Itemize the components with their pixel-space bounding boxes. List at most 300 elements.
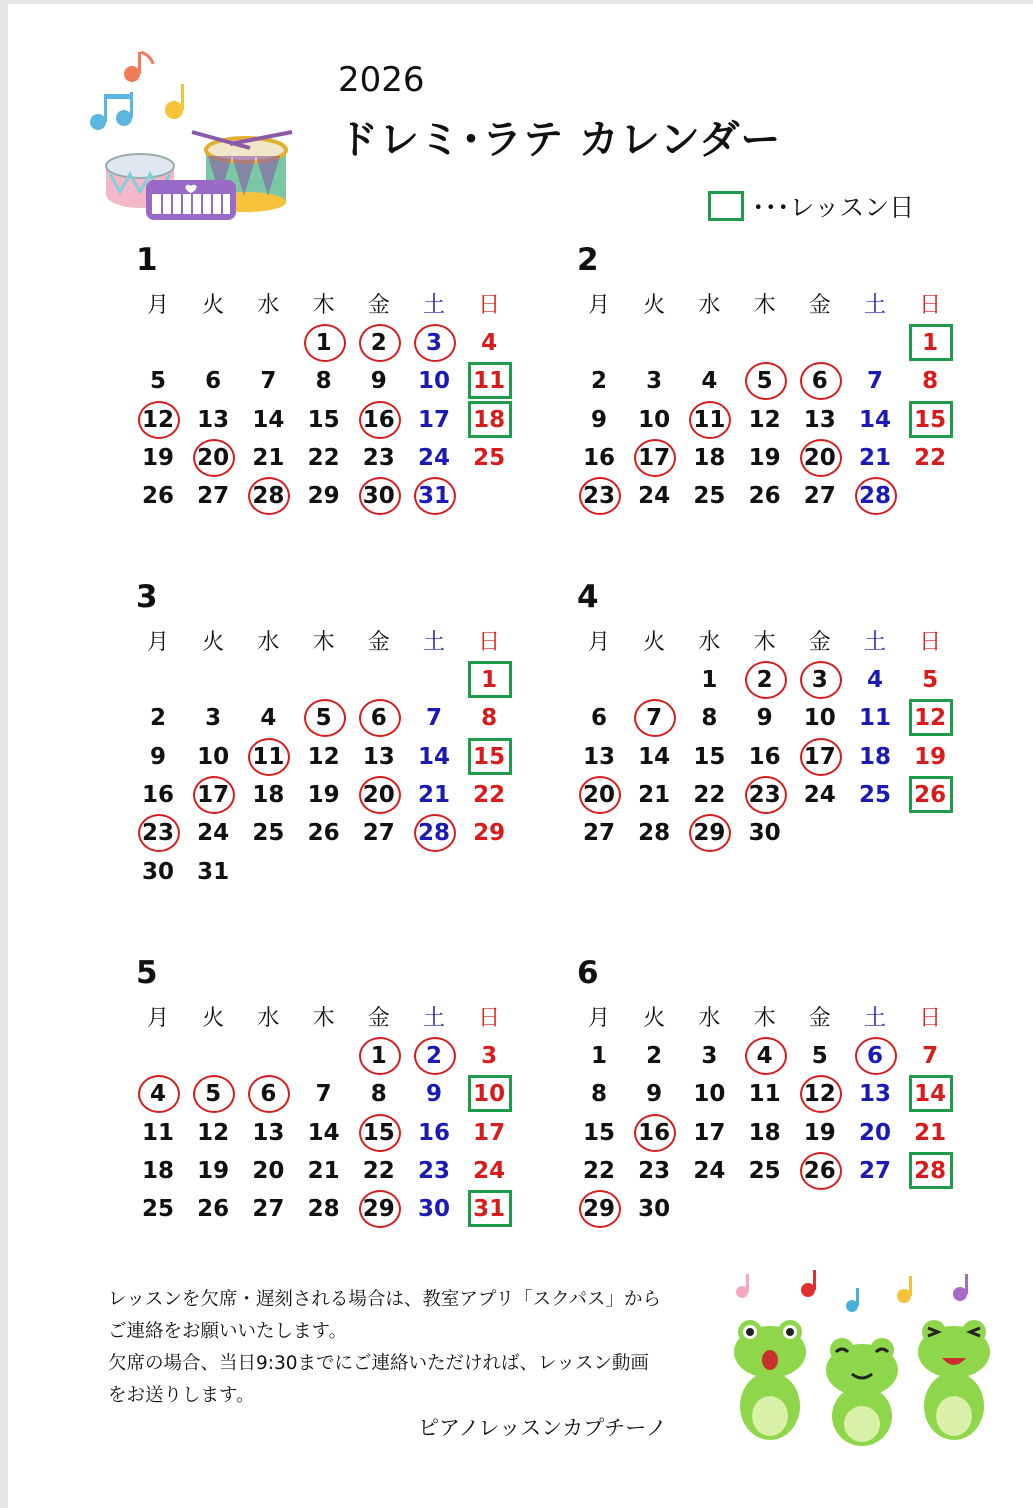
- day-number: 11: [252, 743, 285, 770]
- day-number: 8: [701, 705, 718, 732]
- weekday-header-row: [571, 288, 956, 318]
- weekday-label: 水: [698, 293, 721, 318]
- frog-icon: [918, 1320, 990, 1440]
- calendar-day: [902, 439, 958, 477]
- day-number: 21: [638, 781, 671, 808]
- day-number: 4: [866, 667, 883, 693]
- calendar-day: [185, 362, 241, 400]
- calendar-day: [681, 661, 737, 699]
- day-number: 21: [858, 444, 891, 471]
- day-number: 11: [141, 1119, 174, 1146]
- weekday-label: 土: [863, 630, 886, 655]
- calendar-day: [681, 477, 737, 515]
- day-number: 23: [748, 781, 781, 808]
- music-note-icon: [801, 1270, 816, 1297]
- weekday-label: 水: [257, 1006, 280, 1031]
- day-number: 27: [197, 483, 230, 510]
- calendar-day: [737, 1114, 793, 1152]
- calendar-day: [626, 477, 682, 515]
- day-number: 13: [582, 743, 615, 770]
- day-number: 7: [425, 705, 442, 732]
- weekday-label: 月: [146, 630, 169, 655]
- weekday-label: 火: [643, 293, 666, 318]
- weekday-label: 金: [367, 1006, 390, 1031]
- calendar-day: [406, 1152, 462, 1190]
- day-number: 12: [803, 1081, 836, 1108]
- day-number: 12: [914, 705, 947, 732]
- day-number: 20: [582, 781, 615, 808]
- day-number: 22: [693, 781, 726, 808]
- calendar-day: [626, 1075, 682, 1113]
- day-number: 3: [481, 1043, 498, 1069]
- day-number: 26: [914, 781, 947, 808]
- music-note-icon: [124, 52, 153, 82]
- circled-day: [737, 1037, 793, 1075]
- day-number: 4: [481, 330, 498, 356]
- music-note-icon: [736, 1274, 749, 1298]
- day-number: 24: [638, 483, 671, 510]
- circled-day: [351, 1190, 407, 1228]
- circled-day: [130, 814, 186, 852]
- weekday-label: 木: [312, 630, 335, 655]
- music-instruments-icon: [80, 44, 300, 224]
- weekday-label: 火: [643, 630, 666, 655]
- weekday-label: 木: [753, 293, 776, 318]
- circled-day: [351, 477, 407, 515]
- calendar-day: [737, 1075, 793, 1113]
- calendar-day: [792, 1037, 848, 1075]
- circled-day: [792, 1075, 848, 1113]
- day-number: 29: [582, 1196, 615, 1223]
- weekday-label: 日: [478, 1006, 501, 1031]
- circled-day: [296, 699, 352, 737]
- weekday-header-row: [571, 1001, 956, 1031]
- calendar-day: [571, 439, 627, 477]
- calendar-day: [847, 699, 903, 737]
- calendar-day: [185, 699, 241, 737]
- calendar-day: [571, 1114, 627, 1152]
- day-number: 11: [748, 1081, 781, 1108]
- day-number: 16: [638, 1119, 671, 1146]
- month-number: 1: [136, 242, 158, 278]
- calendar-day: [130, 1114, 186, 1152]
- day-number: 14: [914, 1081, 947, 1108]
- calendar-day: [792, 477, 848, 515]
- day-number: 29: [362, 1196, 395, 1223]
- lesson-day: [902, 1075, 958, 1113]
- day-number: 5: [756, 368, 773, 395]
- circled-day: [351, 699, 407, 737]
- calendar-day: [626, 1037, 682, 1075]
- day-number: 25: [693, 483, 726, 510]
- calendar-day: [847, 401, 903, 439]
- calendar-day: [130, 362, 186, 400]
- day-number: 6: [866, 1043, 883, 1069]
- calendar-day: [240, 362, 296, 400]
- day-number: 15: [693, 743, 726, 770]
- day-number: 25: [252, 820, 285, 847]
- day-number: 12: [197, 1119, 230, 1146]
- calendar-day: [461, 1037, 517, 1075]
- circled-day: [737, 661, 793, 699]
- weekday-label: 日: [478, 630, 501, 655]
- calendar-day: [240, 776, 296, 814]
- weekday-header-row: [130, 288, 515, 318]
- day-number: 15: [362, 1119, 395, 1146]
- day-number: 4: [701, 368, 718, 395]
- day-number: 27: [803, 483, 836, 510]
- weekday-label: 水: [257, 293, 280, 318]
- day-number: 13: [803, 406, 836, 433]
- day-number: 16: [362, 406, 395, 433]
- calendar-day: [847, 1152, 903, 1190]
- day-number: 2: [646, 1043, 663, 1069]
- day-number: 1: [481, 667, 498, 693]
- day-number: 26: [197, 1196, 230, 1223]
- circled-day: [351, 324, 407, 362]
- calendar-day: [185, 477, 241, 515]
- day-number: 5: [149, 368, 166, 395]
- calendar-day: [571, 738, 627, 776]
- day-number: 17: [197, 781, 230, 808]
- weekday-label: 水: [257, 630, 280, 655]
- day-number: 19: [197, 1157, 230, 1184]
- calendar-day: [847, 776, 903, 814]
- day-number: 16: [141, 781, 174, 808]
- calendar-day: [130, 853, 186, 891]
- music-note-icon: [90, 92, 133, 130]
- weekday-label: 月: [587, 293, 610, 318]
- lesson-day: [461, 401, 517, 439]
- day-number: 3: [205, 705, 222, 732]
- day-number: 10: [693, 1081, 726, 1108]
- day-number: 3: [811, 667, 828, 693]
- calendar-day: [406, 1190, 462, 1228]
- circled-day: [792, 439, 848, 477]
- day-number: 16: [748, 743, 781, 770]
- calendar-day: [351, 362, 407, 400]
- day-number: 1: [922, 330, 939, 356]
- calendar-day: [847, 1114, 903, 1152]
- day-number: 11: [858, 705, 891, 732]
- calendar-day: [240, 439, 296, 477]
- day-number: 4: [260, 705, 277, 732]
- calendar-day: [902, 1037, 958, 1075]
- lesson-day-legend: [708, 188, 914, 224]
- month-number: 6: [577, 955, 599, 991]
- circled-day: [792, 738, 848, 776]
- circled-day: [351, 1037, 407, 1075]
- day-number: 27: [362, 820, 395, 847]
- calendar-day: [737, 738, 793, 776]
- weekday-label: 日: [919, 1006, 942, 1031]
- day-number: 11: [693, 406, 726, 433]
- calendar-day: [571, 814, 627, 852]
- calendar-day: [406, 401, 462, 439]
- school-signature: ピアノレッスンカプチーノ: [418, 1416, 667, 1440]
- calendar-day: [681, 1114, 737, 1152]
- circled-day: [130, 401, 186, 439]
- day-number: 26: [803, 1157, 836, 1184]
- day-number: 27: [252, 1196, 285, 1223]
- day-number: 28: [417, 820, 450, 847]
- month-number: 3: [136, 579, 158, 615]
- lesson-day: [902, 1152, 958, 1190]
- calendar-page: [8, 4, 1033, 1508]
- calendar-day: [792, 699, 848, 737]
- day-number: 21: [417, 781, 450, 808]
- frog-icon: [734, 1320, 806, 1440]
- day-number: 6: [811, 368, 828, 395]
- calendar-day: [626, 738, 682, 776]
- day-number: 23: [141, 820, 174, 847]
- day-number: 7: [922, 1043, 939, 1069]
- calendar-day: [681, 1075, 737, 1113]
- day-number: 24: [693, 1157, 726, 1184]
- calendar-day: [571, 1075, 627, 1113]
- day-number: 30: [638, 1196, 671, 1223]
- day-number: 25: [858, 781, 891, 808]
- lesson-day: [461, 362, 517, 400]
- weekday-label: 月: [587, 630, 610, 655]
- day-number: 16: [582, 444, 615, 471]
- day-number: 22: [473, 781, 506, 808]
- circled-day: [406, 1037, 462, 1075]
- calendar-day: [461, 1114, 517, 1152]
- calendar-day: [406, 1114, 462, 1152]
- month-number: 5: [136, 955, 158, 991]
- calendar-day: [847, 439, 903, 477]
- weekday-label: 土: [863, 1006, 886, 1031]
- circled-day: [681, 814, 737, 852]
- day-number: 12: [307, 743, 340, 770]
- day-number: 9: [756, 705, 773, 732]
- day-number: 14: [417, 743, 450, 770]
- calendar-day: [626, 1152, 682, 1190]
- day-number: 17: [417, 406, 450, 433]
- calendar-day: [902, 738, 958, 776]
- day-number: 19: [307, 781, 340, 808]
- day-number: 14: [252, 406, 285, 433]
- circled-day: [847, 477, 903, 515]
- day-number: 1: [590, 1043, 607, 1069]
- day-number: 9: [590, 406, 607, 433]
- calendar-day: [571, 362, 627, 400]
- day-number: 28: [638, 820, 671, 847]
- calendar-day: [351, 814, 407, 852]
- calendar-day: [571, 401, 627, 439]
- calendar-day: [130, 1190, 186, 1228]
- circled-day: [130, 1075, 186, 1113]
- circled-day: [737, 362, 793, 400]
- notes-line: ご連絡をお願いいたします。: [108, 1321, 348, 1342]
- day-number: 30: [141, 858, 174, 885]
- day-number: 5: [811, 1043, 828, 1069]
- weekday-header-row: [571, 625, 956, 655]
- circled-day: [847, 1037, 903, 1075]
- month-number: 4: [577, 579, 599, 615]
- lesson-day: [902, 776, 958, 814]
- lesson-day: [902, 699, 958, 737]
- day-number: 25: [141, 1196, 174, 1223]
- calendar-day: [351, 738, 407, 776]
- circled-day: [571, 1190, 627, 1228]
- calendar-day: [185, 1152, 241, 1190]
- day-number: 31: [197, 858, 230, 885]
- calendar-day: [626, 814, 682, 852]
- calendar-day: [185, 1190, 241, 1228]
- weekday-label: 土: [422, 630, 445, 655]
- day-number: 7: [315, 1081, 332, 1108]
- circled-day: [185, 1075, 241, 1113]
- day-number: 22: [362, 1157, 395, 1184]
- weekday-label: 水: [698, 1006, 721, 1031]
- calendar-day: [185, 401, 241, 439]
- day-number: 9: [425, 1081, 442, 1108]
- music-note-icon: [165, 84, 184, 119]
- calendar-day: [681, 738, 737, 776]
- month-number: 2: [577, 242, 599, 278]
- circled-day: [792, 661, 848, 699]
- circled-day: [626, 1114, 682, 1152]
- day-number: 20: [858, 1119, 891, 1146]
- calendar-day: [406, 1075, 462, 1113]
- calendar-day: [681, 362, 737, 400]
- lesson-day: [902, 401, 958, 439]
- calendar-day: [626, 362, 682, 400]
- calendar-day: [792, 776, 848, 814]
- day-number: 29: [693, 820, 726, 847]
- day-number: 19: [914, 743, 947, 770]
- day-number: 11: [473, 368, 506, 395]
- lesson-day: [902, 324, 958, 362]
- calendar-day: [296, 362, 352, 400]
- day-number: 17: [473, 1119, 506, 1146]
- day-number: 23: [638, 1157, 671, 1184]
- circled-day: [792, 1152, 848, 1190]
- notes-line: レッスンを欠席・遅刻される場合は、教室アプリ「スクパス」から: [108, 1289, 661, 1310]
- calendar-day: [571, 699, 627, 737]
- calendar-day: [406, 362, 462, 400]
- day-number: 15: [914, 406, 947, 433]
- calendar-day: [185, 738, 241, 776]
- notes-line: 欠席の場合、当日9:30までにご連絡いただければ、レッスン動画: [108, 1353, 649, 1374]
- day-number: 26: [748, 483, 781, 510]
- calendar-day: [296, 477, 352, 515]
- day-number: 31: [473, 1196, 506, 1223]
- calendar-day: [130, 477, 186, 515]
- day-number: 18: [748, 1119, 781, 1146]
- calendar-day: [461, 1152, 517, 1190]
- weekday-label: 月: [587, 1006, 610, 1031]
- circled-day: [792, 362, 848, 400]
- lesson-day: [461, 738, 517, 776]
- weekday-label: 土: [863, 293, 886, 318]
- calendar-day: [737, 477, 793, 515]
- day-number: 15: [473, 743, 506, 770]
- day-number: 7: [866, 368, 883, 395]
- lesson-day-legend-label: ･･･レッスン日: [752, 193, 915, 222]
- calendar-day: [681, 439, 737, 477]
- day-number: 9: [646, 1081, 663, 1108]
- circled-day: [626, 699, 682, 737]
- day-number: 18: [858, 743, 891, 770]
- calendar-day: [626, 401, 682, 439]
- singing-frogs-icon: [728, 1266, 1008, 1446]
- calendar-day: [240, 814, 296, 852]
- day-number: 27: [858, 1157, 891, 1184]
- day-number: 1: [315, 330, 332, 356]
- calendar-day: [792, 401, 848, 439]
- day-number: 7: [646, 705, 663, 732]
- day-number: 30: [748, 820, 781, 847]
- absence-notes: [108, 1284, 661, 1412]
- weekday-label: 金: [808, 293, 831, 318]
- day-number: 23: [362, 444, 395, 471]
- weekday-label: 日: [478, 293, 501, 318]
- day-number: 19: [803, 1119, 836, 1146]
- calendar-day: [902, 362, 958, 400]
- day-number: 4: [149, 1081, 166, 1108]
- calendar-day: [737, 699, 793, 737]
- calendar-day: [351, 439, 407, 477]
- weekday-label: 火: [202, 1006, 225, 1031]
- calendar-day: [681, 699, 737, 737]
- day-number: 28: [914, 1157, 947, 1184]
- circled-day: [185, 776, 241, 814]
- calendar-day: [130, 439, 186, 477]
- calendar-day: [240, 1152, 296, 1190]
- circled-day: [351, 1114, 407, 1152]
- day-number: 6: [590, 705, 607, 732]
- calendar-day: [737, 401, 793, 439]
- circled-day: [406, 477, 462, 515]
- day-number: 6: [260, 1081, 277, 1108]
- circled-day: [351, 401, 407, 439]
- calendar-day: [461, 814, 517, 852]
- day-number: 13: [197, 406, 230, 433]
- day-number: 2: [149, 705, 166, 732]
- day-number: 8: [590, 1081, 607, 1108]
- calendar-day: [351, 1152, 407, 1190]
- weekday-label: 月: [146, 293, 169, 318]
- calendar-day: [296, 814, 352, 852]
- calendar-title: ドレミ･ラテ カレンダー: [338, 117, 782, 163]
- weekday-label: 金: [367, 630, 390, 655]
- calendar-day: [296, 1152, 352, 1190]
- calendar-day: [737, 439, 793, 477]
- calendar-day: [406, 699, 462, 737]
- day-number: 17: [803, 743, 836, 770]
- weekday-label: 水: [698, 630, 721, 655]
- day-number: 10: [473, 1081, 506, 1108]
- day-number: 18: [141, 1157, 174, 1184]
- day-number: 17: [638, 444, 671, 471]
- weekday-label: 火: [202, 630, 225, 655]
- calendar-day: [626, 776, 682, 814]
- day-number: 24: [197, 820, 230, 847]
- weekday-label: 土: [422, 1006, 445, 1031]
- circled-day: [240, 477, 296, 515]
- calendar-day: [681, 1152, 737, 1190]
- calendar-day: [461, 324, 517, 362]
- day-number: 25: [748, 1157, 781, 1184]
- day-number: 20: [197, 444, 230, 471]
- day-number: 2: [370, 330, 387, 356]
- weekday-header-row: [130, 625, 515, 655]
- day-number: 19: [748, 444, 781, 471]
- day-number: 30: [417, 1196, 450, 1223]
